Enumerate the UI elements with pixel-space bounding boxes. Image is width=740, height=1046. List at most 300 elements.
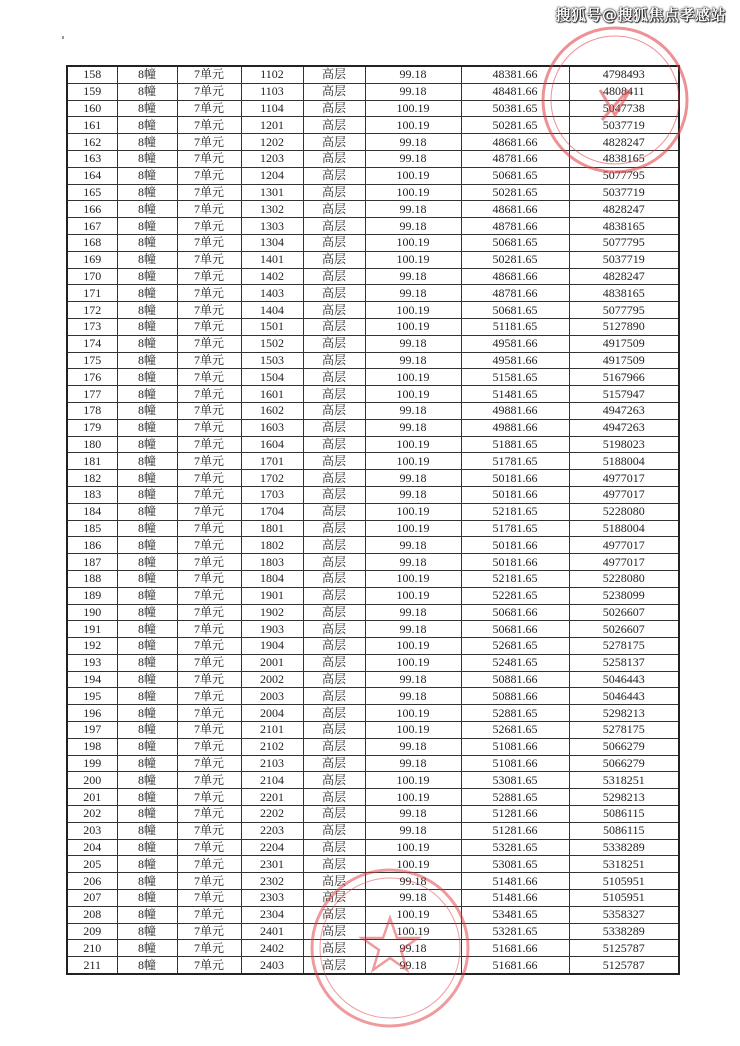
floor-type-cell: 高层 (303, 738, 365, 755)
room-number-cell: 1201 (241, 117, 303, 134)
row-number-cell: 188 (67, 570, 117, 587)
area-cell: 99.18 (365, 352, 461, 369)
table-row (67, 654, 679, 671)
area-cell: 99.18 (365, 621, 461, 638)
table-row (67, 570, 679, 587)
building-cell: 8幢 (117, 134, 177, 151)
floor-type-cell: 高层 (303, 369, 365, 386)
building-cell: 8幢 (117, 184, 177, 201)
row-number-cell: 162 (67, 134, 117, 151)
table-row (67, 234, 679, 251)
table-row (67, 604, 679, 621)
total-price-cell: 5318251 (569, 772, 679, 789)
floor-type-cell: 高层 (303, 66, 365, 83)
floor-type-cell: 高层 (303, 419, 365, 436)
row-number-cell: 165 (67, 184, 117, 201)
unit-cell: 7单元 (177, 570, 241, 587)
floor-type-cell: 高层 (303, 722, 365, 739)
unit-price-cell: 48481.66 (461, 83, 569, 100)
table-row (67, 705, 679, 722)
building-cell: 8幢 (117, 638, 177, 655)
unit-price-cell: 49881.66 (461, 419, 569, 436)
unit-price-cell: 50281.65 (461, 117, 569, 134)
unit-price-cell: 48681.66 (461, 134, 569, 151)
row-number-cell: 183 (67, 486, 117, 503)
unit-cell: 7单元 (177, 537, 241, 554)
area-cell: 99.18 (365, 402, 461, 419)
total-price-cell: 4838165 (569, 218, 679, 235)
building-cell: 8幢 (117, 789, 177, 806)
table-row (67, 520, 679, 537)
floor-type-cell: 高层 (303, 604, 365, 621)
area-cell: 100.19 (365, 369, 461, 386)
row-number-cell: 158 (67, 66, 117, 83)
building-cell: 8幢 (117, 671, 177, 688)
building-cell: 8幢 (117, 604, 177, 621)
total-price-cell: 5046443 (569, 671, 679, 688)
housing-price-table (66, 65, 680, 975)
area-cell: 100.19 (365, 722, 461, 739)
room-number-cell: 1204 (241, 167, 303, 184)
table-row (67, 638, 679, 655)
total-price-cell: 5125787 (569, 957, 679, 974)
row-number-cell: 187 (67, 554, 117, 571)
area-cell: 99.18 (365, 83, 461, 100)
total-price-cell: 5047738 (569, 100, 679, 117)
area-cell: 100.19 (365, 453, 461, 470)
area-cell: 99.18 (365, 738, 461, 755)
total-price-cell: 5046443 (569, 688, 679, 705)
row-number-cell: 193 (67, 654, 117, 671)
floor-type-cell: 高层 (303, 621, 365, 638)
area-cell: 100.19 (365, 856, 461, 873)
area-cell: 100.19 (365, 638, 461, 655)
building-cell: 8幢 (117, 117, 177, 134)
floor-type-cell: 高层 (303, 772, 365, 789)
total-price-cell: 5105951 (569, 873, 679, 890)
building-cell: 8幢 (117, 402, 177, 419)
total-price-cell: 5258137 (569, 654, 679, 671)
area-cell: 100.19 (365, 234, 461, 251)
unit-price-cell: 50681.65 (461, 234, 569, 251)
floor-type-cell: 高层 (303, 335, 365, 352)
unit-cell: 7单元 (177, 386, 241, 403)
table-row (67, 302, 679, 319)
table-row (67, 806, 679, 823)
unit-cell: 7单元 (177, 520, 241, 537)
unit-cell: 7单元 (177, 940, 241, 957)
room-number-cell: 1904 (241, 638, 303, 655)
watermark: 搜狐号@搜狐焦点孝感站 (555, 6, 726, 24)
total-price-cell: 5278175 (569, 638, 679, 655)
building-cell: 8幢 (117, 486, 177, 503)
building-cell: 8幢 (117, 318, 177, 335)
unit-cell: 7单元 (177, 839, 241, 856)
building-cell: 8幢 (117, 453, 177, 470)
building-cell: 8幢 (117, 738, 177, 755)
unit-cell: 7单元 (177, 654, 241, 671)
row-number-cell: 160 (67, 100, 117, 117)
area-cell: 99.18 (365, 822, 461, 839)
room-number-cell: 2102 (241, 738, 303, 755)
floor-type-cell: 高层 (303, 453, 365, 470)
floor-type-cell: 高层 (303, 234, 365, 251)
row-number-cell: 196 (67, 705, 117, 722)
unit-cell: 7单元 (177, 621, 241, 638)
row-number-cell: 210 (67, 940, 117, 957)
room-number-cell: 1801 (241, 520, 303, 537)
room-number-cell: 2403 (241, 957, 303, 974)
floor-type-cell: 高层 (303, 822, 365, 839)
area-cell: 99.18 (365, 150, 461, 167)
row-number-cell: 166 (67, 201, 117, 218)
area-cell: 99.18 (365, 554, 461, 571)
floor-type-cell: 高层 (303, 755, 365, 772)
area-cell: 99.18 (365, 688, 461, 705)
area-cell: 99.18 (365, 134, 461, 151)
area-cell: 99.18 (365, 806, 461, 823)
building-cell: 8幢 (117, 218, 177, 235)
total-price-cell: 5318251 (569, 856, 679, 873)
table-row (67, 822, 679, 839)
row-number-cell: 199 (67, 755, 117, 772)
floor-type-cell: 高层 (303, 218, 365, 235)
total-price-cell: 4828247 (569, 201, 679, 218)
unit-cell: 7单元 (177, 638, 241, 655)
unit-price-cell: 53281.65 (461, 923, 569, 940)
room-number-cell: 1501 (241, 318, 303, 335)
row-number-cell: 159 (67, 83, 117, 100)
unit-price-cell: 49881.66 (461, 402, 569, 419)
row-number-cell: 181 (67, 453, 117, 470)
building-cell: 8幢 (117, 234, 177, 251)
unit-cell: 7单元 (177, 789, 241, 806)
table-row (67, 839, 679, 856)
total-price-cell: 4917509 (569, 352, 679, 369)
table-row (67, 554, 679, 571)
room-number-cell: 1404 (241, 302, 303, 319)
building-cell: 8幢 (117, 654, 177, 671)
table-row (67, 184, 679, 201)
room-number-cell: 1302 (241, 201, 303, 218)
building-cell: 8幢 (117, 386, 177, 403)
row-number-cell: 194 (67, 671, 117, 688)
unit-cell: 7单元 (177, 150, 241, 167)
row-number-cell: 184 (67, 503, 117, 520)
floor-type-cell: 高层 (303, 554, 365, 571)
total-price-cell: 5037719 (569, 184, 679, 201)
table-row (67, 772, 679, 789)
unit-price-cell: 48681.66 (461, 268, 569, 285)
table-row (67, 335, 679, 352)
table-row (67, 134, 679, 151)
area-cell: 99.18 (365, 419, 461, 436)
area-cell: 99.18 (365, 268, 461, 285)
area-cell: 100.19 (365, 587, 461, 604)
total-price-cell: 4947263 (569, 402, 679, 419)
area-cell: 99.18 (365, 66, 461, 83)
floor-type-cell: 高层 (303, 537, 365, 554)
room-number-cell: 2003 (241, 688, 303, 705)
unit-price-cell: 52881.65 (461, 705, 569, 722)
building-cell: 8幢 (117, 890, 177, 907)
unit-price-cell: 50181.66 (461, 554, 569, 571)
total-price-cell: 5086115 (569, 806, 679, 823)
row-number-cell: 178 (67, 402, 117, 419)
floor-type-cell: 高层 (303, 873, 365, 890)
area-cell: 100.19 (365, 705, 461, 722)
room-number-cell: 1803 (241, 554, 303, 571)
table-row (67, 587, 679, 604)
area-cell: 99.18 (365, 873, 461, 890)
floor-type-cell: 高层 (303, 654, 365, 671)
floor-type-cell: 高层 (303, 486, 365, 503)
room-number-cell: 1504 (241, 369, 303, 386)
building-cell: 8幢 (117, 957, 177, 974)
row-number-cell: 175 (67, 352, 117, 369)
unit-cell: 7单元 (177, 890, 241, 907)
table-row (67, 940, 679, 957)
table-row (67, 957, 679, 974)
row-number-cell: 189 (67, 587, 117, 604)
floor-type-cell: 高层 (303, 167, 365, 184)
floor-type-cell: 高层 (303, 688, 365, 705)
floor-type-cell: 高层 (303, 251, 365, 268)
floor-type-cell: 高层 (303, 906, 365, 923)
table-row (67, 621, 679, 638)
area-cell: 100.19 (365, 570, 461, 587)
row-number-cell: 202 (67, 806, 117, 823)
table-row (67, 218, 679, 235)
table-row (67, 150, 679, 167)
area-cell: 100.19 (365, 386, 461, 403)
row-number-cell: 179 (67, 419, 117, 436)
unit-cell: 7单元 (177, 957, 241, 974)
area-cell: 99.18 (365, 335, 461, 352)
room-number-cell: 2004 (241, 705, 303, 722)
floor-type-cell: 高层 (303, 957, 365, 974)
building-cell: 8幢 (117, 688, 177, 705)
total-price-cell: 4977017 (569, 554, 679, 571)
unit-price-cell: 52481.65 (461, 654, 569, 671)
floor-type-cell: 高层 (303, 806, 365, 823)
floor-type-cell: 高层 (303, 201, 365, 218)
room-number-cell: 2202 (241, 806, 303, 823)
unit-cell: 7单元 (177, 486, 241, 503)
building-cell: 8幢 (117, 705, 177, 722)
floor-type-cell: 高层 (303, 671, 365, 688)
floor-type-cell: 高层 (303, 117, 365, 134)
area-cell: 100.19 (365, 923, 461, 940)
total-price-cell: 5026607 (569, 604, 679, 621)
unit-price-cell: 48781.66 (461, 150, 569, 167)
row-number-cell: 211 (67, 957, 117, 974)
unit-price-cell: 49581.66 (461, 352, 569, 369)
table-row (67, 268, 679, 285)
unit-cell: 7单元 (177, 134, 241, 151)
unit-price-cell: 50281.65 (461, 251, 569, 268)
unit-cell: 7单元 (177, 352, 241, 369)
building-cell: 8幢 (117, 268, 177, 285)
area-cell: 99.18 (365, 957, 461, 974)
room-number-cell: 1403 (241, 285, 303, 302)
table-row (67, 789, 679, 806)
floor-type-cell: 高层 (303, 184, 365, 201)
building-cell: 8幢 (117, 503, 177, 520)
total-price-cell: 4828247 (569, 134, 679, 151)
room-number-cell: 2201 (241, 789, 303, 806)
building-cell: 8幢 (117, 302, 177, 319)
total-price-cell: 4917509 (569, 335, 679, 352)
row-number-cell: 169 (67, 251, 117, 268)
unit-cell: 7单元 (177, 402, 241, 419)
unit-price-cell: 51281.66 (461, 822, 569, 839)
area-cell: 100.19 (365, 117, 461, 134)
floor-type-cell: 高层 (303, 890, 365, 907)
unit-cell: 7单元 (177, 822, 241, 839)
unit-cell: 7单元 (177, 251, 241, 268)
total-price-cell: 5077795 (569, 167, 679, 184)
area-cell: 99.18 (365, 671, 461, 688)
total-price-cell: 5198023 (569, 436, 679, 453)
table-row (67, 470, 679, 487)
total-price-cell: 5066279 (569, 738, 679, 755)
unit-cell: 7单元 (177, 503, 241, 520)
floor-type-cell: 高层 (303, 470, 365, 487)
unit-cell: 7单元 (177, 419, 241, 436)
unit-cell: 7单元 (177, 587, 241, 604)
unit-price-cell: 53081.65 (461, 772, 569, 789)
table-row (67, 369, 679, 386)
table-row (67, 503, 679, 520)
unit-price-cell: 50681.66 (461, 604, 569, 621)
unit-cell: 7单元 (177, 436, 241, 453)
unit-price-cell: 51481.65 (461, 386, 569, 403)
room-number-cell: 1903 (241, 621, 303, 638)
row-number-cell: 170 (67, 268, 117, 285)
table-row (67, 722, 679, 739)
floor-type-cell: 高层 (303, 789, 365, 806)
unit-price-cell: 51281.66 (461, 806, 569, 823)
unit-price-cell: 48681.66 (461, 201, 569, 218)
unit-price-cell: 53081.65 (461, 856, 569, 873)
total-price-cell: 5228080 (569, 503, 679, 520)
area-cell: 99.18 (365, 940, 461, 957)
unit-cell: 7单元 (177, 554, 241, 571)
row-number-cell: 182 (67, 470, 117, 487)
area-cell: 100.19 (365, 100, 461, 117)
floor-type-cell: 高层 (303, 503, 365, 520)
unit-cell: 7单元 (177, 671, 241, 688)
area-cell: 100.19 (365, 184, 461, 201)
room-number-cell: 1902 (241, 604, 303, 621)
table-row (67, 537, 679, 554)
floor-type-cell: 高层 (303, 587, 365, 604)
unit-cell: 7单元 (177, 83, 241, 100)
scan-speck (62, 36, 64, 39)
unit-cell: 7单元 (177, 906, 241, 923)
table-row (67, 890, 679, 907)
table-row (67, 66, 679, 83)
row-number-cell: 163 (67, 150, 117, 167)
building-cell: 8幢 (117, 150, 177, 167)
row-number-cell: 206 (67, 873, 117, 890)
unit-price-cell: 53281.65 (461, 839, 569, 856)
unit-price-cell: 51181.65 (461, 318, 569, 335)
total-price-cell: 5037719 (569, 251, 679, 268)
row-number-cell: 195 (67, 688, 117, 705)
room-number-cell: 1102 (241, 66, 303, 83)
total-price-cell: 5298213 (569, 705, 679, 722)
unit-cell: 7单元 (177, 806, 241, 823)
table-row (67, 873, 679, 890)
unit-cell: 7单元 (177, 470, 241, 487)
row-number-cell: 177 (67, 386, 117, 403)
unit-price-cell: 51781.65 (461, 520, 569, 537)
area-cell: 100.19 (365, 503, 461, 520)
unit-cell: 7单元 (177, 117, 241, 134)
unit-price-cell: 50881.66 (461, 688, 569, 705)
unit-price-cell: 51581.65 (461, 369, 569, 386)
unit-cell: 7单元 (177, 873, 241, 890)
floor-type-cell: 高层 (303, 318, 365, 335)
room-number-cell: 1601 (241, 386, 303, 403)
floor-type-cell: 高层 (303, 302, 365, 319)
unit-cell: 7单元 (177, 755, 241, 772)
room-number-cell: 1604 (241, 436, 303, 453)
unit-price-cell: 51681.66 (461, 957, 569, 974)
area-cell: 100.19 (365, 789, 461, 806)
row-number-cell: 186 (67, 537, 117, 554)
area-cell: 99.18 (365, 470, 461, 487)
area-cell: 100.19 (365, 251, 461, 268)
unit-cell: 7单元 (177, 335, 241, 352)
row-number-cell: 205 (67, 856, 117, 873)
total-price-cell: 5298213 (569, 789, 679, 806)
building-cell: 8幢 (117, 352, 177, 369)
total-price-cell: 5077795 (569, 302, 679, 319)
table-row (67, 251, 679, 268)
unit-cell: 7单元 (177, 772, 241, 789)
table-row (67, 671, 679, 688)
room-number-cell: 2302 (241, 873, 303, 890)
building-cell: 8幢 (117, 520, 177, 537)
area-cell: 100.19 (365, 906, 461, 923)
room-number-cell: 2203 (241, 822, 303, 839)
unit-price-cell: 50681.66 (461, 621, 569, 638)
area-cell: 99.18 (365, 890, 461, 907)
row-number-cell: 174 (67, 335, 117, 352)
unit-price-cell: 50881.66 (461, 671, 569, 688)
unit-cell: 7单元 (177, 268, 241, 285)
unit-cell: 7单元 (177, 318, 241, 335)
row-number-cell: 176 (67, 369, 117, 386)
unit-price-cell: 52181.65 (461, 570, 569, 587)
floor-type-cell: 高层 (303, 940, 365, 957)
total-price-cell: 5358327 (569, 906, 679, 923)
building-cell: 8幢 (117, 66, 177, 83)
floor-type-cell: 高层 (303, 83, 365, 100)
unit-price-cell: 50681.65 (461, 167, 569, 184)
building-cell: 8幢 (117, 806, 177, 823)
room-number-cell: 1202 (241, 134, 303, 151)
row-number-cell: 192 (67, 638, 117, 655)
unit-cell: 7单元 (177, 285, 241, 302)
total-price-cell: 5238099 (569, 587, 679, 604)
room-number-cell: 2402 (241, 940, 303, 957)
building-cell: 8幢 (117, 470, 177, 487)
area-cell: 99.18 (365, 285, 461, 302)
